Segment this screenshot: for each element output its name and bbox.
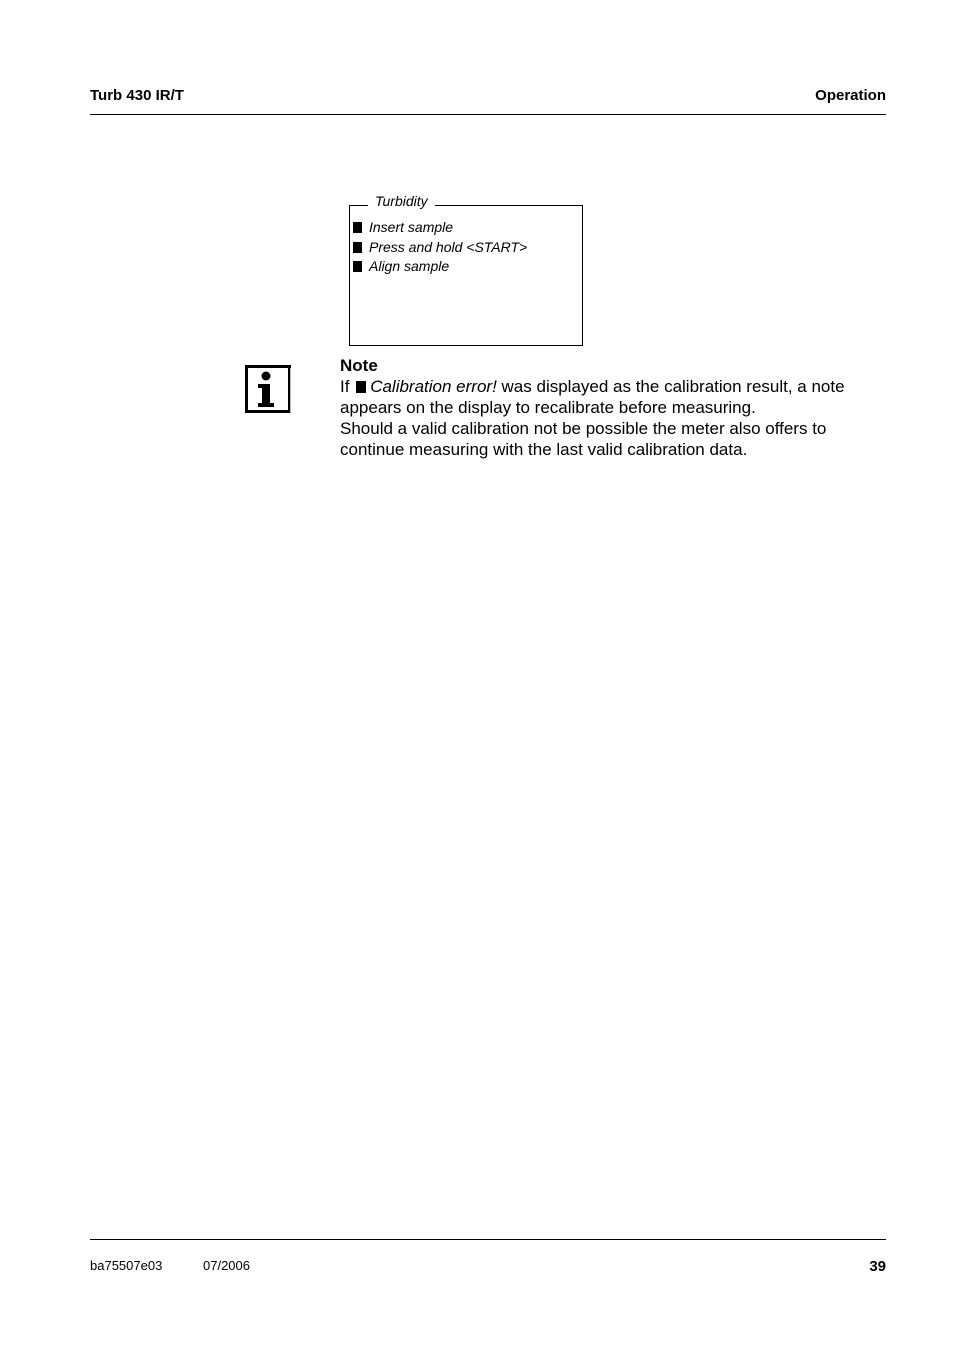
footer-doc-id: ba75507e03 [90, 1258, 163, 1273]
header-section-title: Operation [815, 87, 886, 104]
calibration-error-text: Calibration error! [370, 377, 497, 396]
display-line-press-start [353, 239, 527, 255]
footer-date: 07/2006 [203, 1258, 250, 1273]
note-paragraph-2: Should a valid calibration not be possible the meter also offers to continue measuring with the last valid calibration data. [340, 419, 827, 459]
bullet-square-icon [353, 222, 362, 233]
page-number: 39 [869, 1258, 886, 1275]
display-line-text: Align sample [369, 258, 450, 274]
note-title: Note [340, 356, 378, 375]
note-if-word: If [340, 377, 350, 396]
note-block [340, 355, 885, 460]
display-line-text: Press and hold <START> [369, 239, 528, 255]
display-title: Turbidity [368, 193, 435, 209]
bullet-square-icon [353, 261, 362, 272]
header-product-title: Turb 430 IR/T [90, 87, 184, 104]
meter-display-box [349, 193, 583, 346]
page-header [90, 86, 886, 115]
display-line-text: Insert sample [369, 219, 454, 235]
note-paragraph-1 [340, 376, 885, 418]
display-line-insert-sample [353, 219, 453, 235]
note-sentence-1: was displayed as the calibration result, a note appears on the display to recalibrate before measuring. [340, 377, 845, 417]
info-icon [245, 365, 291, 413]
display-line-align-sample [353, 258, 449, 274]
error-square-icon [356, 381, 366, 393]
bullet-square-icon [353, 242, 362, 253]
page-footer [90, 1239, 886, 1275]
